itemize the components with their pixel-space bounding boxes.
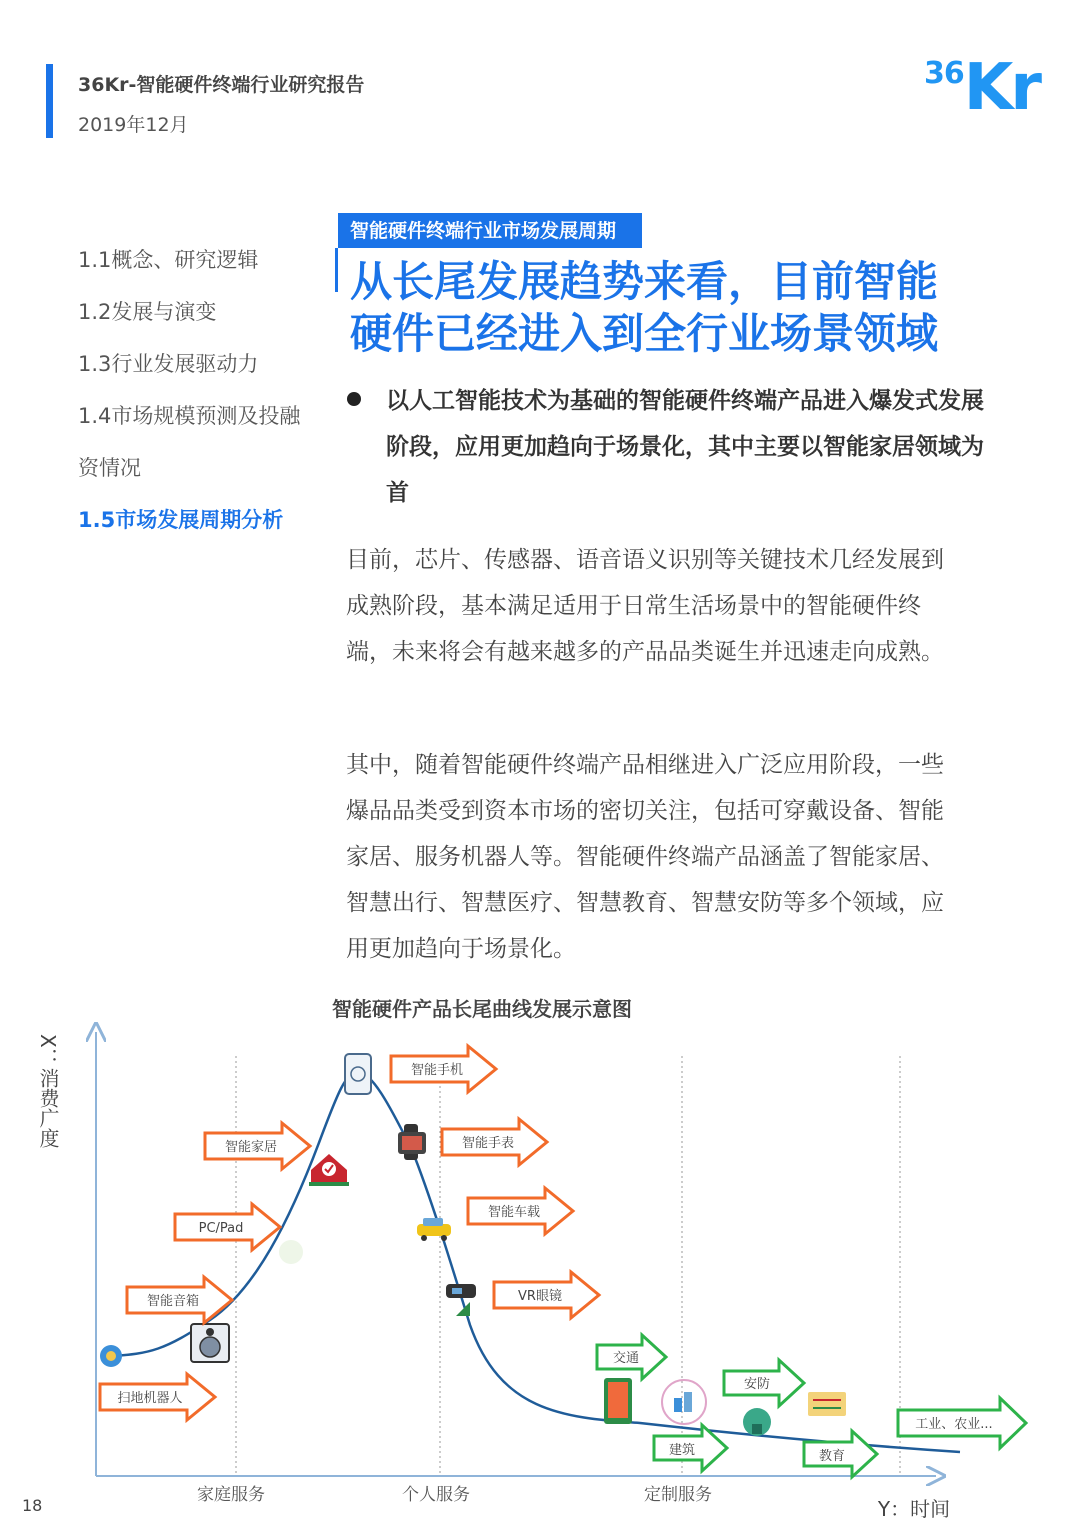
body-paragraph-2: 其中，随着智能硬件终端产品相继进入广泛应用阶段，一些爆品品类受到资本市场的密切关注，包括可穿戴设备、智能家居、服务机器人等。智能硬件终端产品涵盖了智能家居、智慧出行、智慧医疗、智慧教育、智慧安防等多个领域，应用更加趋向于场景化。 — [346, 752, 944, 962]
toc-item-1-3[interactable]: 1.3行业发展驱动力 — [78, 352, 259, 376]
y-axis-label: X：消费广度 — [36, 1034, 60, 1148]
traffic-icon — [604, 1378, 632, 1424]
label-smart-home — [205, 1123, 310, 1169]
page-number: 18 — [22, 1496, 43, 1515]
zone-label-custom: 定制服务 — [644, 1485, 712, 1505]
zone-dividers — [236, 1056, 900, 1476]
security-icon — [743, 1408, 771, 1436]
page-headline — [350, 256, 990, 360]
headline-rule — [335, 248, 338, 292]
label-vr-glasses-text: VR眼镜 — [518, 1289, 562, 1304]
diagram-title: 智能硬件产品长尾曲线发展示意图 — [332, 997, 632, 1021]
label-traffic-text: 交通 — [612, 1351, 640, 1366]
body-paragraph-1: 目前，芯片、传感器、语音语义识别等关键技术几经发展到成熟阶段，基本满足适用于日常生活场景中的智能硬件终端，未来将会有越来越多的产品品类诞生并迅速走向成熟。 — [346, 547, 944, 665]
label-construction-text: 建筑 — [668, 1443, 696, 1458]
section-tag: 智能硬件终端行业市场发展周期 — [338, 213, 642, 248]
label-industry-text: 工业、农业... — [915, 1417, 993, 1432]
label-smartphone — [391, 1046, 496, 1092]
report-date: 2019年12月 — [78, 114, 189, 136]
label-in-car — [468, 1188, 573, 1234]
toc-item-1-4[interactable]: 1.4市场规模预测及投融 — [78, 404, 301, 428]
key-point-bullet: 以人工智能技术为基础的智能硬件终端产品进入爆发式发展阶段，应用更加趋向于场景化，其中主要以智能家居领域为首 — [386, 388, 984, 506]
bullet-dot-icon — [347, 392, 361, 406]
logo-kr-text: Kr — [963, 51, 1039, 125]
label-industry — [898, 1398, 1026, 1448]
smartphone-icon — [345, 1054, 371, 1094]
label-in-car-text: 智能车载 — [487, 1205, 541, 1220]
building-icon — [662, 1380, 706, 1424]
brand-logo — [924, 51, 1039, 125]
label-traffic — [597, 1335, 666, 1379]
label-education — [804, 1431, 877, 1477]
label-smartphone-text: 智能手机 — [410, 1063, 464, 1078]
zone-label-personal: 个人服务 — [402, 1485, 470, 1505]
toc-item-1-5-active[interactable]: 1.5市场发展周期分析 — [78, 508, 284, 532]
label-smartwatch — [442, 1119, 547, 1165]
logo-36-text: 36 — [924, 56, 964, 91]
label-security — [724, 1360, 804, 1406]
robot-vacuum-icon — [100, 1345, 122, 1367]
label-robot-vacuum-text: 扫地机器人 — [117, 1391, 183, 1406]
smart-home-icon — [309, 1154, 349, 1186]
x-axis-label: Y：时间 — [877, 1497, 951, 1520]
toc-item-1-4-cont[interactable]: 资情况 — [78, 456, 141, 480]
car-icon — [417, 1218, 451, 1241]
long-tail-diagram — [0, 1020, 1080, 1520]
toc-item-1-2[interactable]: 1.2发展与演变 — [78, 300, 217, 324]
zone-labels — [197, 1485, 712, 1505]
report-title: 36Kr-智能硬件终端行业研究报告 — [78, 74, 365, 96]
label-security-text: 安防 — [743, 1377, 771, 1392]
label-smart-speaker-text: 智能音箱 — [146, 1294, 200, 1309]
toc-item-1-1[interactable]: 1.1概念、研究逻辑 — [78, 248, 259, 272]
label-smartwatch-text: 智能手表 — [461, 1136, 515, 1151]
smart-speaker-icon — [191, 1324, 229, 1362]
label-education-text: 教育 — [818, 1449, 846, 1464]
table-of-contents — [78, 234, 323, 546]
label-pc-pad-text: PC/Pad — [198, 1221, 244, 1236]
zone-label-home: 家庭服务 — [197, 1485, 265, 1505]
pc-pad-icon — [279, 1240, 303, 1264]
education-icon — [808, 1392, 846, 1416]
label-vr-glasses — [494, 1272, 599, 1318]
label-smart-home-text: 智能家居 — [224, 1140, 278, 1155]
header-accent-bar — [46, 64, 53, 138]
headline-line-1: 从长尾发展趋势来看，目前智能 — [350, 257, 939, 306]
headline-line-2: 硬件已经进入到全行业场景领域 — [350, 309, 939, 358]
label-robot-vacuum — [100, 1374, 215, 1420]
label-pc-pad — [175, 1204, 280, 1250]
